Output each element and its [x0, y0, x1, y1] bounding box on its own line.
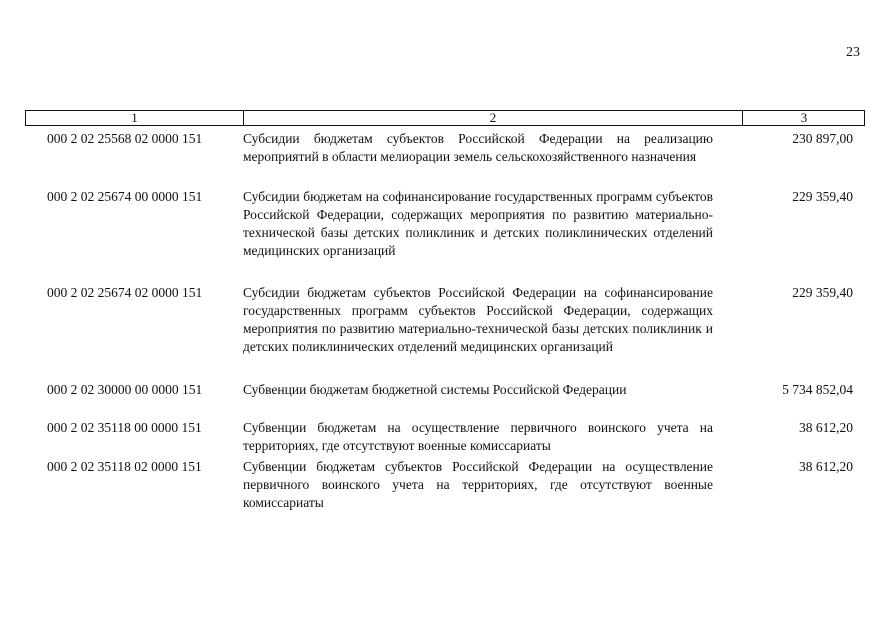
row-amount: 38 612,20 [799, 420, 853, 435]
row-amount: 229 359,40 [792, 189, 853, 204]
row-description: Субсидии бюджетам на софинансирование государственных программ субъектов Российской Федерации, содержащих мероприятия по развитию материально-технической базы детских поликлиник и детских поликлинических отделений медицинских организаций [243, 189, 713, 258]
budget-code: 000 2 02 25674 02 0000 151 [47, 285, 203, 300]
row-description: Субвенции бюджетам на осуществление первичного воинского учета на территориях, где отсутствуют военные комиссариаты [243, 420, 713, 453]
budget-code: 000 2 02 25674 00 0000 151 [47, 189, 203, 204]
column-header-2: 2 [244, 111, 743, 125]
table-header-row [25, 110, 865, 126]
row-amount: 38 612,20 [799, 459, 853, 474]
row-description: Субсидии бюджетам субъектов Российской Федерации на реализацию мероприятий в области мелиорации земель сельскохозяйственного назначения [243, 131, 713, 164]
column-header-3: 3 [800, 110, 808, 125]
column-header-1: 1 [26, 111, 244, 125]
row-amount: 230 897,00 [792, 131, 853, 146]
row-description: Субвенции бюджетам бюджетной системы Российской Федерации [243, 382, 627, 397]
budget-code: 000 2 02 25568 02 0000 151 [47, 131, 203, 146]
budget-code: 000 2 02 35118 00 0000 151 [47, 420, 202, 435]
row-description: Субсидии бюджетам субъектов Российской Федерации на софинансирование государственных программ субъектов Российской Федерации, содержащих мероприятия по развитию материально-технической базы детских поликлиник и детских поликлинических отделений медицинских организаций [243, 285, 713, 354]
row-description: Субвенции бюджетам субъектов Российской Федерации на осуществление первичного воинского учета на территориях, где отсутствуют военные комиссариаты [243, 459, 713, 510]
page-number: 23 [846, 45, 860, 60]
row-amount: 229 359,40 [792, 285, 853, 300]
row-amount: 5 734 852,04 [782, 382, 853, 397]
budget-code: 000 2 02 35118 02 0000 151 [47, 459, 202, 474]
budget-code: 000 2 02 30000 00 0000 151 [47, 382, 203, 397]
